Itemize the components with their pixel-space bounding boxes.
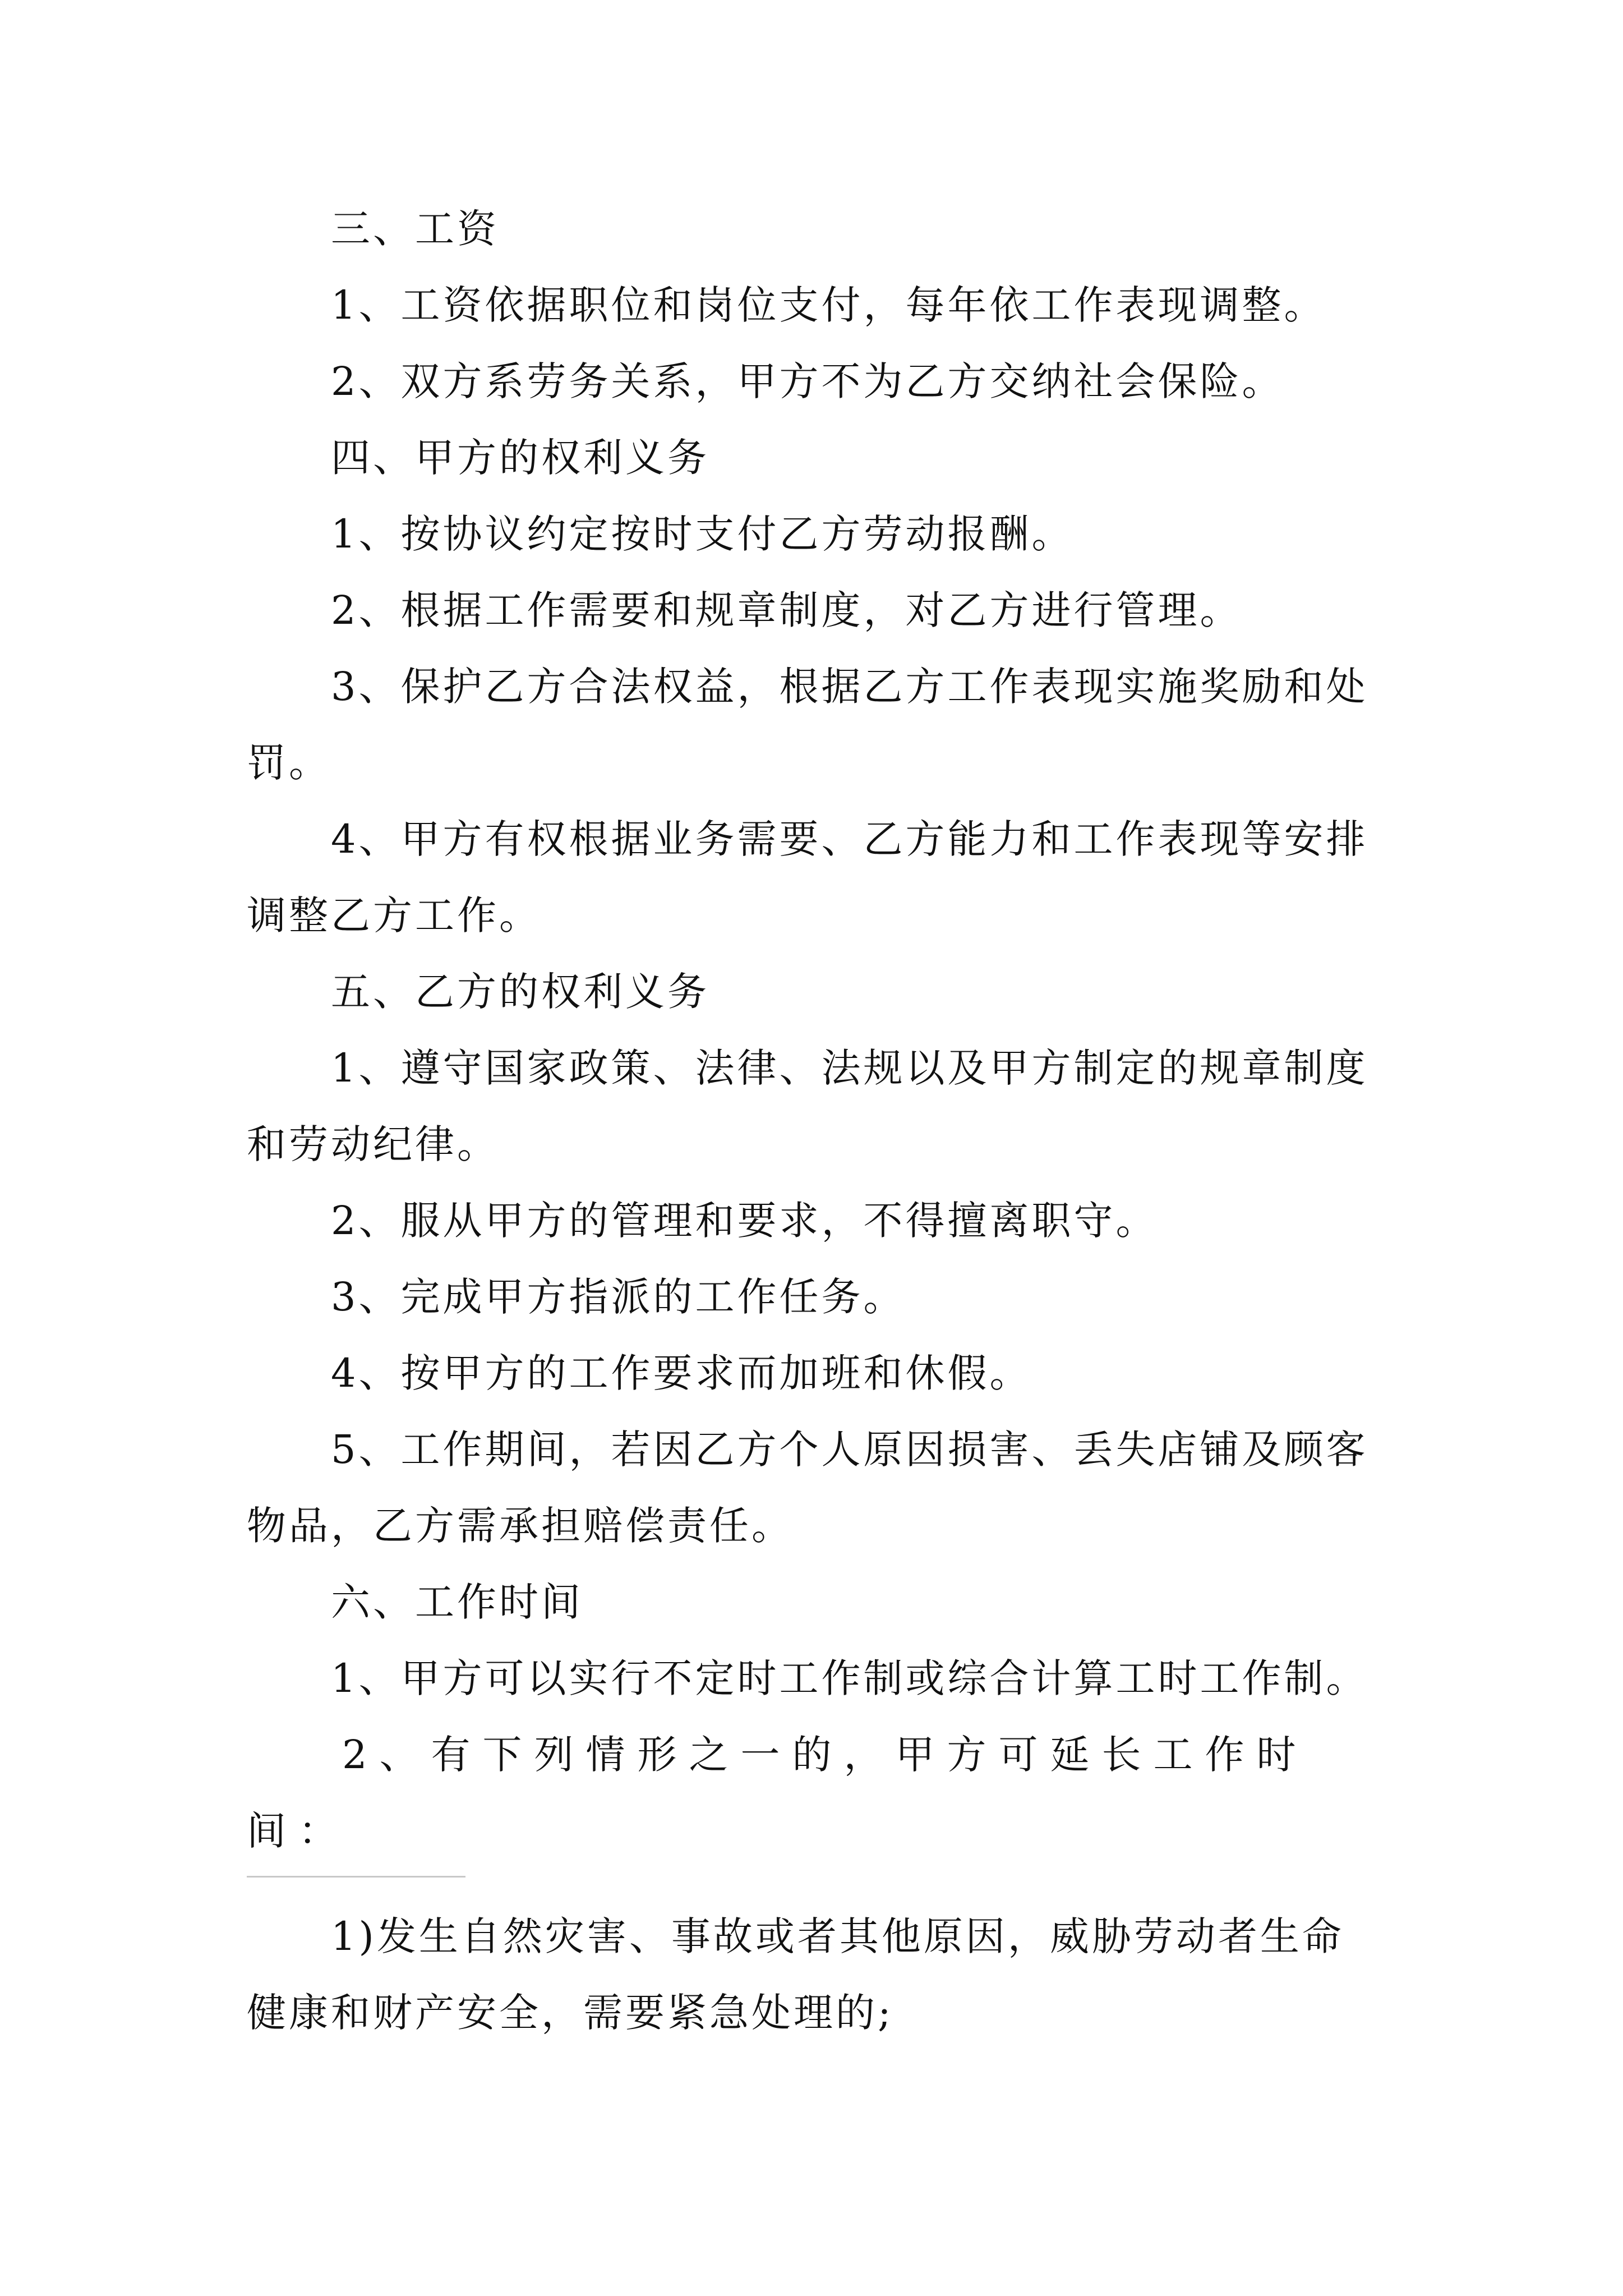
paragraph: 2、根据工作需要和规章制度，对乙方进行管理。 <box>331 587 1242 633</box>
footnote <box>247 1898 1385 2051</box>
paragraph: 2、服从甲方的管理和要求，不得擅离职守。 <box>331 1198 1158 1244</box>
paragraph: 3、保护乙方合法权益，根据乙方工作表现实施奖励和处罚。 <box>247 664 1368 786</box>
paragraph: 3、完成甲方指派的工作任务。 <box>331 1274 906 1320</box>
paragraph: 1、遵守国家政策、法律、法规以及甲方制定的规章制度和劳动纪律。 <box>247 1045 1368 1167</box>
paragraph: 4、按甲方的工作要求而加班和休假。 <box>331 1350 1032 1396</box>
paragraph: 1、按协议约定按时支付乙方劳动报酬。 <box>331 511 1074 557</box>
paragraph: 1、工资依据职位和岗位支付，每年依工作表现调整。 <box>331 282 1326 328</box>
paragraph: 2、有下列情形之一的，甲方可延长工作时间： <box>247 1732 1308 1854</box>
paragraph: 2、双方系劳务关系，甲方不为乙方交纳社会保险。 <box>331 358 1284 404</box>
section-heading-party-a-rights: 四、甲方的权利义务 <box>331 435 709 481</box>
paragraph: 4、甲方有权根据业务需要、乙方能力和工作表现等安排调整乙方工作。 <box>247 816 1368 938</box>
section-heading-party-b-rights: 五、乙方的权利义务 <box>331 969 709 1015</box>
paragraph: 5、工作期间，若因乙方个人原因损害、丢失店铺及顾客物品，乙方需承担赔偿责任。 <box>247 1427 1368 1549</box>
paragraph: 1、甲方可以实行不定时工作制或综合计算工时工作制。 <box>331 1655 1368 1701</box>
section-heading-working-hours: 六、工作时间 <box>331 1579 583 1625</box>
footnote-item: 1)发生自然灾害、事故或者其他原因，威胁劳动者生命健康和财产安全，需要紧急处理的; <box>247 1913 1344 2036</box>
footnote-divider <box>247 1876 465 1878</box>
section-heading-wages: 三、工资 <box>331 206 499 252</box>
body-text <box>247 191 1385 1869</box>
